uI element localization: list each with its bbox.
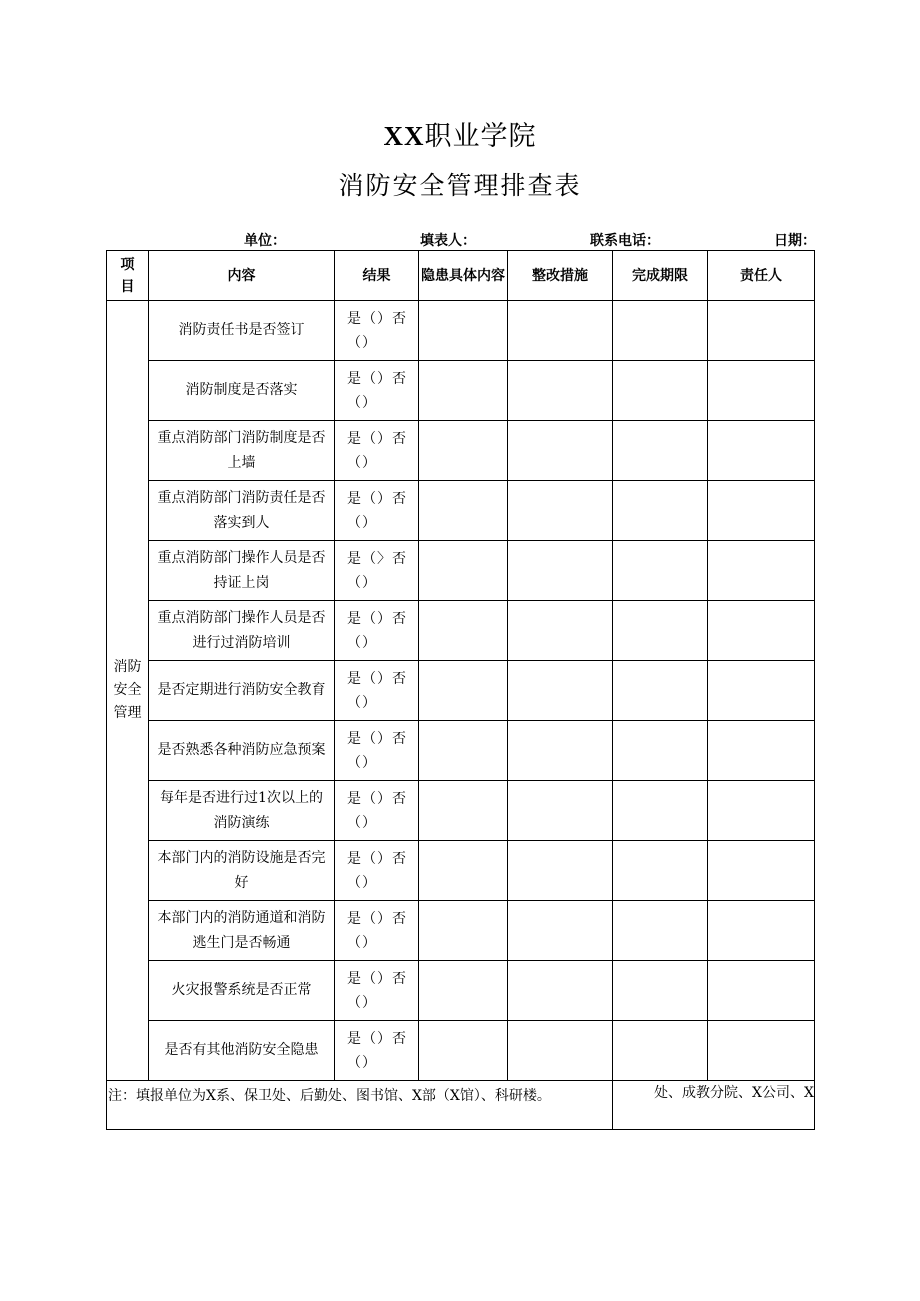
responsible-cell[interactable] [708, 301, 815, 361]
result-cell[interactable]: 是（）否（） [335, 481, 419, 541]
table-row [107, 421, 815, 481]
result-cell[interactable]: 是（）否（） [335, 721, 419, 781]
hazard-detail-cell[interactable] [419, 961, 508, 1021]
rectification-cell[interactable] [508, 1021, 613, 1081]
result-cell[interactable]: 是（）否（） [335, 361, 419, 421]
responsible-cell[interactable] [708, 661, 815, 721]
hazard-detail-cell[interactable] [419, 541, 508, 601]
rectification-cell[interactable] [508, 481, 613, 541]
rectification-cell[interactable] [508, 721, 613, 781]
hazard-detail-cell[interactable] [419, 1021, 508, 1081]
hazard-detail-cell[interactable] [419, 361, 508, 421]
column-header-rectification: 整改措施 [508, 251, 613, 301]
column-header-deadline: 完成期限 [613, 251, 708, 301]
content-cell: 本部门内的消防通道和消防逃生门是否畅通 [149, 901, 335, 961]
responsible-cell[interactable] [708, 421, 815, 481]
responsible-cell[interactable] [708, 481, 815, 541]
rectification-cell[interactable] [508, 961, 613, 1021]
result-cell[interactable]: 是（）否（） [335, 301, 419, 361]
result-cell[interactable]: 是（〉否（） [335, 541, 419, 601]
result-cell[interactable]: 是（）否（） [335, 661, 419, 721]
hazard-detail-cell[interactable] [419, 841, 508, 901]
note-row [107, 1081, 815, 1130]
column-header-item: 项目 [107, 251, 149, 301]
result-cell[interactable]: 是（）否（） [335, 841, 419, 901]
deadline-cell[interactable] [613, 1021, 708, 1081]
result-cell[interactable]: 是（）否（） [335, 1021, 419, 1081]
deadline-cell[interactable] [613, 961, 708, 1021]
deadline-cell[interactable] [613, 421, 708, 481]
content-cell: 消防制度是否落实 [149, 361, 335, 421]
filler-label: 填表人： [420, 233, 476, 249]
responsible-cell[interactable] [708, 901, 815, 961]
responsible-cell[interactable] [708, 361, 815, 421]
rectification-cell[interactable] [508, 541, 613, 601]
school-title [0, 114, 920, 153]
responsible-cell[interactable] [708, 841, 815, 901]
rectification-cell[interactable] [508, 301, 613, 361]
result-cell[interactable]: 是（）否（） [335, 421, 419, 481]
deadline-cell[interactable] [613, 721, 708, 781]
table-row [107, 541, 815, 601]
table-row [107, 961, 815, 1021]
table-row [107, 901, 815, 961]
responsible-cell[interactable] [708, 601, 815, 661]
content-cell: 本部门内的消防设施是否完好 [149, 841, 335, 901]
unit-label: 单位： [244, 233, 286, 249]
note-text: 注：填报单位为X系、保卫处、后勤处、图书馆、X部（X馆）、科研楼。 [107, 1081, 613, 1130]
table-row [107, 301, 815, 361]
rectification-cell[interactable] [508, 781, 613, 841]
responsible-cell[interactable] [708, 781, 815, 841]
table-body [107, 301, 815, 1130]
content-cell: 消防责任书是否签订 [149, 301, 335, 361]
deadline-cell[interactable] [613, 901, 708, 961]
hazard-detail-cell[interactable] [419, 421, 508, 481]
phone-label: 联系电话： [590, 233, 660, 249]
content-cell: 重点消防部门操作人员是否持证上岗 [149, 541, 335, 601]
hazard-detail-cell[interactable] [419, 901, 508, 961]
hazard-detail-cell[interactable] [419, 481, 508, 541]
date-label: 日期： [774, 233, 816, 249]
deadline-cell[interactable] [613, 781, 708, 841]
content-cell: 是否定期进行消防安全教育 [149, 661, 335, 721]
responsible-cell[interactable] [708, 961, 815, 1021]
column-header-hazard-detail: 隐患具体内容 [419, 251, 508, 301]
table-row [107, 841, 815, 901]
responsible-cell[interactable] [708, 541, 815, 601]
rectification-cell[interactable] [508, 901, 613, 961]
content-cell: 每年是否进行过1次以上的消防演练 [149, 781, 335, 841]
deadline-cell[interactable] [613, 661, 708, 721]
hazard-detail-cell[interactable] [419, 601, 508, 661]
responsible-cell[interactable] [708, 721, 815, 781]
result-cell[interactable]: 是（）否（） [335, 601, 419, 661]
hazard-detail-cell[interactable] [419, 781, 508, 841]
table-row [107, 481, 815, 541]
hazard-detail-cell[interactable] [419, 661, 508, 721]
deadline-cell[interactable] [613, 541, 708, 601]
table-row [107, 1021, 815, 1081]
category-cell: 消防安全管理 [107, 301, 149, 1081]
content-cell: 是否熟悉各种消防应急预案 [149, 721, 335, 781]
school-title-name: 职业学院 [424, 121, 537, 152]
responsible-cell[interactable] [708, 1021, 815, 1081]
deadline-cell[interactable] [613, 841, 708, 901]
column-header-result: 结果 [335, 251, 419, 301]
inspection-table [106, 250, 815, 1130]
hazard-detail-cell[interactable] [419, 301, 508, 361]
hazard-detail-cell[interactable] [419, 721, 508, 781]
content-cell: 是否有其他消防安全隐患 [149, 1021, 335, 1081]
content-cell: 重点消防部门操作人员是否进行过消防培训 [149, 601, 335, 661]
deadline-cell[interactable] [613, 301, 708, 361]
column-header-responsible: 责任人 [708, 251, 815, 301]
school-title-prefix: XX [383, 121, 425, 151]
rectification-cell[interactable] [508, 661, 613, 721]
table-row [107, 661, 815, 721]
rectification-cell[interactable] [508, 841, 613, 901]
deadline-cell[interactable] [613, 361, 708, 421]
content-cell: 重点消防部门消防责任是否落实到人 [149, 481, 335, 541]
result-cell[interactable]: 是（）否（） [335, 781, 419, 841]
table-row [107, 721, 815, 781]
table-row [107, 601, 815, 661]
rectification-cell[interactable] [508, 421, 613, 481]
deadline-cell[interactable] [613, 481, 708, 541]
table-row [107, 361, 815, 421]
content-cell: 火灾报警系统是否正常 [149, 961, 335, 1021]
form-title: 消防安全管理排查表 [338, 171, 582, 200]
result-cell[interactable]: 是（）否（） [335, 901, 419, 961]
table-row [107, 781, 815, 841]
rectification-cell[interactable] [508, 601, 613, 661]
column-header-content: 内容 [149, 251, 335, 301]
result-cell[interactable]: 是（）否（） [335, 961, 419, 1021]
content-cell: 重点消防部门消防制度是否上墙 [149, 421, 335, 481]
deadline-cell[interactable] [613, 601, 708, 661]
note-continuation: 处、成教分院、X公司、X [613, 1081, 815, 1130]
rectification-cell[interactable] [508, 361, 613, 421]
